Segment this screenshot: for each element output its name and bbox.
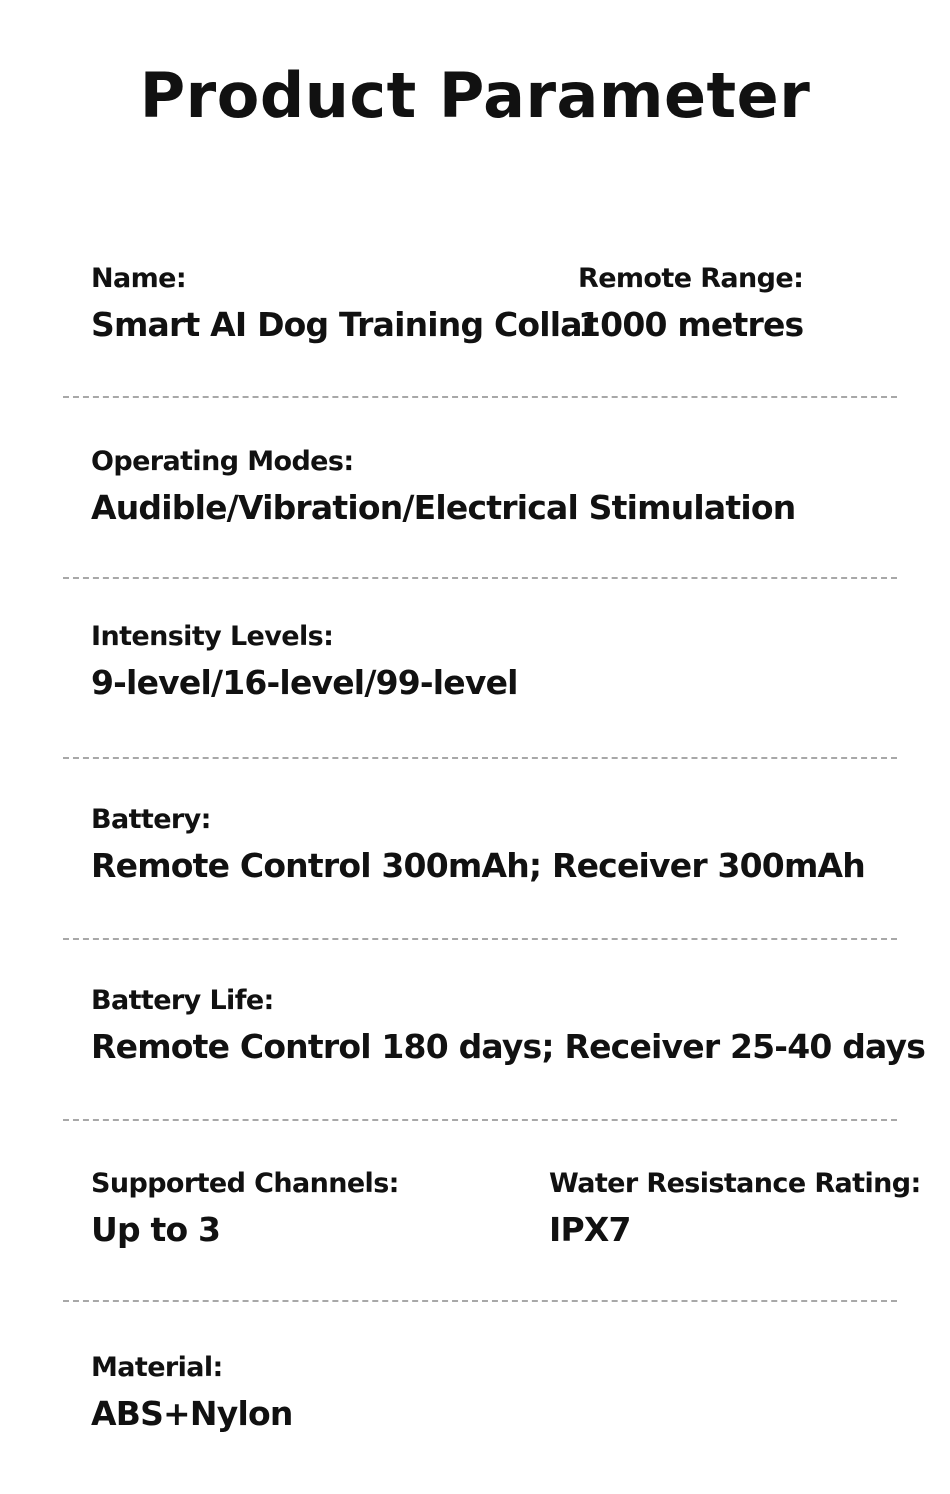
remote-range-label: Remote Range:: [578, 263, 804, 294]
name-label: Name:: [91, 263, 187, 294]
water-resistance-value: IPX7: [549, 1210, 631, 1249]
divider: [63, 577, 897, 579]
intensity-levels-value: 9-level/16-level/99-level: [91, 663, 518, 702]
material-label: Material:: [91, 1352, 223, 1383]
divider: [63, 757, 897, 759]
divider: [63, 938, 897, 940]
divider: [63, 396, 897, 398]
material-value: ABS+Nylon: [91, 1394, 293, 1433]
water-resistance-label: Water Resistance Rating:: [549, 1168, 921, 1199]
divider: [63, 1119, 897, 1121]
battery-value: Remote Control 300mAh; Receiver 300mAh: [91, 846, 865, 885]
supported-channels-label: Supported Channels:: [91, 1168, 399, 1199]
remote-range-value: 1000 metres: [578, 305, 804, 344]
operating-modes-label: Operating Modes:: [91, 446, 354, 477]
intensity-levels-label: Intensity Levels:: [91, 621, 334, 652]
name-value: Smart AI Dog Training Collar: [91, 305, 598, 344]
operating-modes-value: Audible/Vibration/Electrical Stimulation: [91, 488, 796, 527]
battery-life-label: Battery Life:: [91, 985, 274, 1016]
page-title: Product Parameter: [139, 59, 811, 132]
supported-channels-value: Up to 3: [91, 1210, 221, 1249]
battery-label: Battery:: [91, 804, 211, 835]
battery-life-value: Remote Control 180 days; Receiver 25-40 days: [91, 1027, 926, 1066]
divider: [63, 1300, 897, 1302]
